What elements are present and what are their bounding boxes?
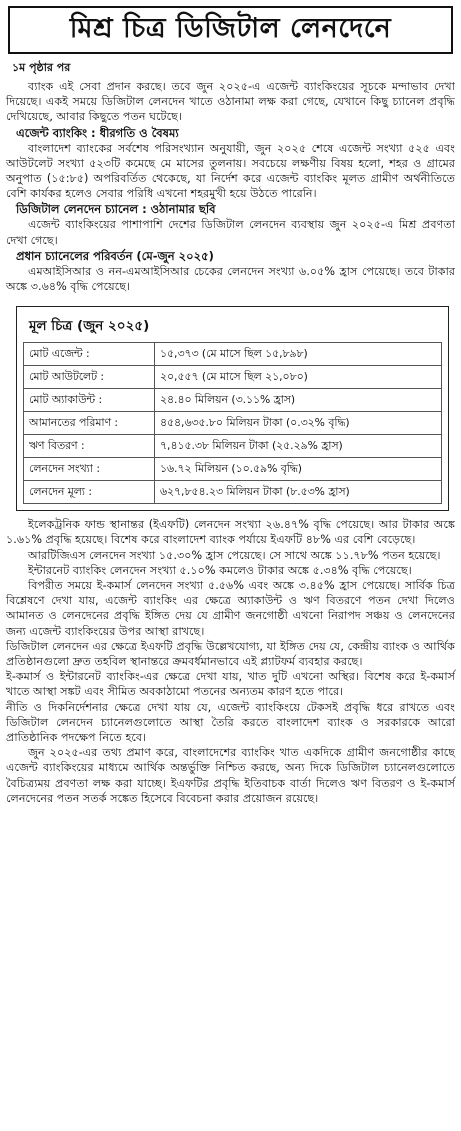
summary-table: [23, 342, 442, 504]
table-row: [24, 366, 442, 389]
section-heading-agent-banking: এজেন্ট ব্যাংকিং : ধীরগতি ও বৈষম্য: [16, 125, 179, 140]
paragraph-rtgs: আরটিজিএস লেনদেন সংখ্যা ১৫.৩০% হ্রাস পেয়েছে। সে সাথে অঙ্কে ১১.৭৮% পতন হয়েছে।: [28, 548, 441, 562]
row-value: ৭,৪১৫.৩৮ মিলিয়ন টাকা (২৫.২৯% হ্রাস): [155, 435, 442, 458]
row-label: আমানতের পরিমাণ :: [24, 412, 155, 435]
row-value: ১৫,৩৭৩ (মে মাসে ছিল ১৫,৮৯৮): [155, 343, 442, 366]
row-value: ৪৫৪,৬৩৫.৮০ মিলিয়ন টাকা (০.৩২% বৃদ্ধি): [155, 412, 442, 435]
summary-box-title: মূল চিত্র (জুন ২০২৫): [29, 318, 150, 335]
intro-paragraph: ব্যাংক এই সেবা প্রদান করছে। তবে জুন ২০২৫-এ এজেন্ট ব্যাংকিংয়ের সূচকে মন্দাভাব দেখা দিয়েছে। একই সময়ে ডিজিটাল লেনদেন খাতে ওঠানামা লক্ষ করা গেছে, যেখানে কিছু চ্যানেল প্রবৃদ্ধি দেখিয়েছে, আবার কিছুতে পতন ঘটেছে।: [6, 80, 455, 124]
table-row: [24, 412, 442, 435]
paragraph-eft-growth: ডিজিটাল লেনদেন এর ক্ষেত্রে ইএফটি প্রবৃদ্ধি উল্লেখযোগ্য, যা ইঙ্গিত দেয় যে, কেন্দ্রীয় ব্যাংক ও আর্থিক প্রতিষ্ঠানগুলো দ্রুত তহবিল স্থানান্তরে ক্রমবর্ধমানভাবে এই প্ল্যাটফর্ম ব্যবহার করছে।: [6, 639, 455, 669]
row-label: লেনদেন মূল্য :: [24, 481, 155, 504]
row-label: লেনদেন সংখ্যা :: [24, 458, 155, 481]
article: [0, 6, 461, 1131]
section-text-digital-channels: এজেন্ট ব্যাংকিংয়ের পাশাপাশি দেশের ডিজিটাল লেনদেন ব্যবস্থায় জুন ২০২৫-এ মিশ্র প্রবণতা দেখা গেছে।: [6, 218, 455, 247]
paragraph-policy: নীতি ও দিকনির্দেশনার ক্ষেত্রে দেখা যায় যে, এজেন্ট ব্যাংকিংয়ে টেকসই প্রবৃদ্ধি ধরে রাখতে এবং ডিজিটাল লেনদেন চ্যানেলগুলোতে আস্থা তৈরি করতে বাংলাদেশ ব্যাংক ও সরকারকে আরো প্রাতিষ্ঠানিক পদক্ষেপ নিতে হবে।: [6, 700, 455, 745]
paragraph-conclusion: জুন ২০২৫-এর তথ্য প্রমাণ করে, বাংলাদেশের ব্যাংকিং খাত একদিকে গ্রামীণ জনগোষ্ঠীর কাছে এজেন্ট ব্যাংকিংয়ের মাধ্যমে আর্থিক অন্তর্ভুক্তি নিশ্চিত করছে, অন্য দিকে ডিজিটাল চ্যানেলগুলোতে বৈচিত্র্যময় প্রবণতা লক্ষ করা যাচ্ছে। ইএফটির প্রবৃদ্ধি ইতিবাচক বার্তা দিলেও ঋণ বিতরণ ও ই-কমার্স লেনদেনের পতন সতর্ক সঙ্কেত হিসেবে বিবেচনা করার প্রয়োজন রয়েছে।: [6, 746, 455, 805]
row-label: মোট অ্যাকাউন্ট :: [24, 389, 155, 412]
section-heading-digital-channels: ডিজিটাল লেনদেন চ্যানেল : ওঠানামার ছবি: [16, 202, 216, 217]
body-after-box: [6, 517, 455, 806]
row-label: ঋণ বিতরণ :: [24, 435, 155, 458]
row-value: ২৪.৪০ মিলিয়ন (৩.১১% হ্রাস): [155, 389, 442, 412]
row-value: ৬২৭,৮৫৪.২৩ মিলিয়ন টাকা (৮.৫৩% হ্রাস): [155, 481, 442, 504]
paragraph-eft: ইলেকট্রনিক ফান্ড স্থানান্তর (ইএফটি) লেনদেন সংখ্যা ২৬.৪৭% বৃদ্ধি পেয়েছে। আর টাকার অঙ্কে ১.৬১% প্রবৃদ্ধি হয়েছে। বিশেষ করে বাংলাদেশ ব্যাংক পর্যায়ে ইএফটি ৪৮% এর বেশি বেড়েছে।: [6, 518, 455, 547]
paragraph-internet-banking: ইন্টারনেট ব্যাংকিং লেনদেন সংখ্যা ৫.১০% কমলেও টাকার অঙ্কে ৫.৩৪% বৃদ্ধি পেয়েছে।: [28, 563, 412, 577]
row-value: ২০,৫৫৭ (মে মাসে ছিল ২১,০৮০): [155, 366, 442, 389]
paragraph-ecommerce: বিপরীত সময়ে ই-কমার্স লেনদেন সংখ্যা ৫.৫৬% এবং অঙ্কে ৩.৪৫% হ্রাস পেয়েছে। সার্বিক চিত্র বিশ্লেষণে দেখা যায়, এজেন্ট ব্যাংকিং এর ক্ষেত্রে অ্যাকাউন্ট ও ঋণ বিতরণে পতন দেখা দিলেও আমানত ও লেনদেনের প্রবৃদ্ধি ইঙ্গিত দেয় যে গ্রামীণ জনগোষ্ঠী এখনো নিরাপদ সঞ্চয় ও লেনদেনের জন্য এজেন্ট ব্যাংকিংয়ের উপর আস্থা রাখছে।: [6, 579, 455, 638]
section-heading-channel-changes: প্রধান চ্যানেলের পরিবর্তন (মে-জুন ২০২৫): [16, 248, 214, 263]
paragraph-volatility: ই-কমার্স ও ইন্টারনেট ব্যাংকিং-এর ক্ষেত্রে দেখা যায়, খাত দুটি এখনো অস্থির। বিশেষ করে ই-কমার্স খাতে আস্থা সঙ্কট এবং সীমিত অবকাঠামো পতনের অন্যতম কারণ হতে পারে।: [6, 670, 455, 699]
headline: মিশ্র চিত্র ডিজিটাল লেনদেনে: [8, 6, 453, 54]
continued-label: ১ম পৃষ্ঠার পর: [12, 61, 71, 74]
table-row: [24, 389, 442, 412]
row-value: ১৬.৭২ মিলিয়ন (১০.৫৯% বৃদ্ধি): [155, 458, 442, 481]
table-row: [24, 435, 442, 458]
table-row: [24, 458, 442, 481]
section-text-agent-banking: বাংলাদেশ ব্যাংকের সর্বশেষ পরিসংখ্যান অনুযায়ী, জুন ২০২৫ শেষে এজেন্ট সংখ্যা ৫২৫ এবং আউটলেট সংখ্যা ৫২৩টি কমেছে মে মাসের তুলনায়। সবচেয়ে লক্ষণীয় বিষয় হলো, শহর ও গ্রামের অনুপাত (১৫:৮৫) অপরিবর্তিত থেকেছে, যা নির্দেশ করে এজেন্ট ব্যাংকিং মূলত গ্রামীণ অর্থনীতিতে বেশি কার্যকর হলেও সেবার পরিধি এখনো শহরমুখী হয়ে উঠতে পারেনি।: [6, 141, 455, 201]
section-text-channel-changes: এমআইসিআর ও নন-এমআইসিআর চেকের লেনদেন সংখ্যা ৬.০৫% হ্রাস পেয়েছে। তবে টাকার অঙ্কে ৩.৬৪% বৃদ্ধি পেয়েছে।: [6, 264, 455, 294]
row-label: মোট আউটলেট :: [24, 366, 155, 389]
table-row: [24, 481, 442, 504]
row-label: মোট এজেন্ট :: [24, 343, 155, 366]
table-row: [24, 343, 442, 366]
summary-box: [16, 306, 449, 511]
